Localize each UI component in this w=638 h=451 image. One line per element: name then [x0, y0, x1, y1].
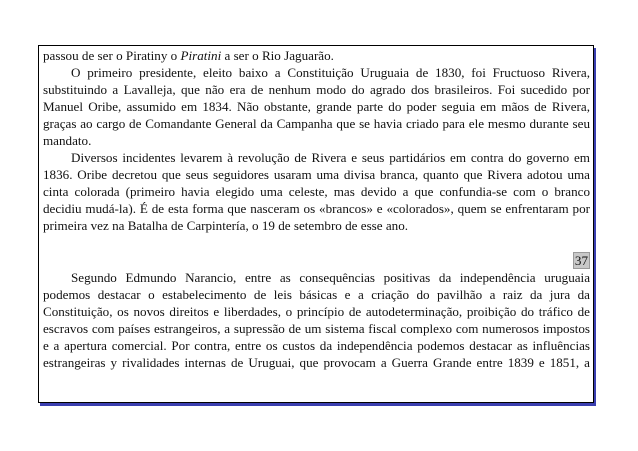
italic-term: Piratini [180, 48, 222, 63]
blank-line [43, 235, 590, 252]
paragraph-continuation: passou de ser o Piratiny o Piratini a ser o Rio Jaguarão. [43, 48, 334, 63]
paragraph-revolution: Diversos incidentes levarem à revolução de Rivera e seus partidários em contra do governo em 1836. Oribe decretou que seus seguidores usaram uma divisa branca, quanto que Rivera adotou uma cinta colorada (primeiro havia elegido uma celeste, mas devido a que confundia-se com o branco decidiu mudá-la). É de esta forma que nasceram os «brancos» e «colorados», quem se enfrentaram por primeira vez na Batalha de Carpintería, o 19 de setembro de esse ano. [43, 150, 590, 234]
page-number-row [43, 252, 590, 269]
paragraph-consequences: Segundo Edmundo Narancio, entre as consequências positivas da independência uruguaia podemos destacar o estabelecimento de leis básicas e a criação do pavilhão a raiz da jura da Constituição, os novos direitos e liberdades, o princípio de autodeterminação, proibição do tráfico de escravos com países estrangeiros, a supressão de um sistema fiscal complexo com numerosos impostos e a apertura comercial. Por contra, entre os custos da independência podemos destacar as influências estrangeiras y rivalidades internas de Uruguai, que provocam a Guerra Grande entre 1839 e 1851, a [43, 269, 590, 370]
page-number: 37 [574, 252, 588, 268]
paragraph-first-president: O primeiro presidente, eleito baixo a Constituição Uruguaia de 1830, foi Fructuoso Rivera, substituindo a Lavalleja, que não era de nenhum modo do agrado dos brasileiros. Foi sucedido por Manuel Oribe, assumido em 1834. Não obstante, grande parte do poder seguia em mãos de Rivera, graças ao cargo de Comandante General da Campanha que se havia criado para ele mesmo durante seu mandato. [43, 65, 590, 149]
document-page [38, 45, 594, 403]
